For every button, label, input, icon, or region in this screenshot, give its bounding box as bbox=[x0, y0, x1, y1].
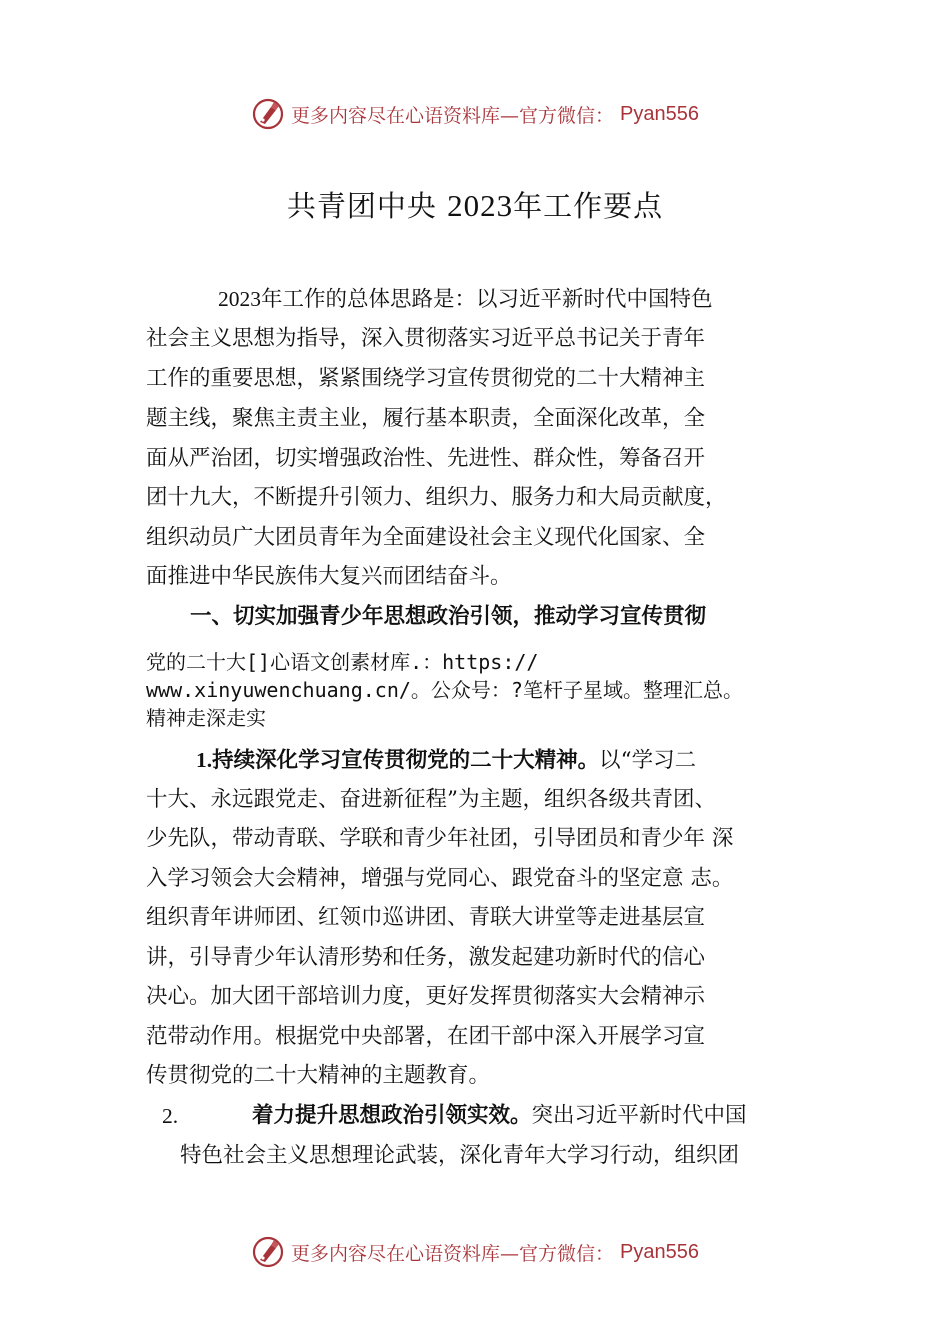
banner-text: 更多内容尽在心语资料库—官方微信： bbox=[291, 104, 615, 127]
banner-wechat-id: Pyan556 bbox=[620, 102, 699, 125]
item1-line-5: 组织青年讲师团、红领巾巡讲团、青联大讲堂等走进基层宣 bbox=[146, 905, 706, 930]
item2-line-1 bbox=[252, 1101, 747, 1131]
item1-line-7: 决心。加大团干部培训力度，更好发挥贯彻落实大会精神示 bbox=[146, 984, 706, 1009]
intro-line-8: 面推进中华民族伟大复兴而团结奋斗。 bbox=[146, 564, 512, 589]
footer-banner bbox=[0, 1232, 950, 1272]
pen-nib-circle-icon bbox=[251, 1235, 285, 1269]
item1-line-1-rest: 以“学习二 bbox=[599, 748, 697, 773]
title-prefix: 共青团中央 bbox=[286, 189, 437, 223]
header-banner bbox=[0, 94, 950, 134]
intro-line-7: 组织动员广大团员青年为全面建设社会主义现代化国家、全 bbox=[146, 525, 706, 550]
intro-line-1-text: 年工作的总体思路是：以习近平新时代中国特色 bbox=[261, 287, 713, 312]
section1-heading: 一、切实加强青少年思想政治引领，推动学习宣传贯彻 bbox=[190, 604, 707, 629]
item1-line-1 bbox=[196, 745, 696, 776]
intro-year: 2023 bbox=[218, 287, 261, 311]
document-title bbox=[0, 184, 950, 225]
item1-line-2: 十大、永远跟党走、奋进新征程”为主题，组织各级共青团、 bbox=[146, 787, 716, 812]
intro-line-6: 团十九大，不断提升引领力、组织力、服务力和大局贡献度， bbox=[146, 485, 727, 510]
item1-line-8: 范带动作用。根据党中央部署，在团干部中深入开展学习宣 bbox=[146, 1024, 706, 1049]
item1-line-3: 少先队，带动青联、学联和青少年社团，引导团员和青少年 深 bbox=[146, 826, 734, 851]
item1-number: 1. bbox=[196, 748, 213, 772]
title-suffix: 年工作要点 bbox=[513, 189, 664, 223]
item2-line-1-rest: 突出习近平新时代中国 bbox=[531, 1103, 747, 1128]
intro-line-5: 面从严治团，切实增强政治性、先进性、群众性，筹备召开 bbox=[146, 446, 706, 471]
section1-heading-line-2: 党的二十大[]心语文创素材库.：https:// bbox=[146, 650, 539, 674]
intro-line-4: 题主线，聚焦主责主业，履行基本职责，全面深化改革，全 bbox=[146, 406, 706, 431]
item2-number: 2. bbox=[162, 1104, 179, 1128]
title-year: 2023 bbox=[447, 188, 514, 223]
section1-heading-line-4: 精神走深走实 bbox=[146, 706, 266, 730]
footer-banner-text: 更多内容尽在心语资料库—官方微信： bbox=[291, 1242, 615, 1265]
item2-title: 着力提升思想政治引领实效。 bbox=[252, 1103, 532, 1128]
item1-line-4: 入学习领会大会精神，增强与党同心、跟党奋斗的坚定意 志。 bbox=[146, 866, 734, 891]
item2-line-2: 特色社会主义思想理论武装，深化青年大学习行动，组织团 bbox=[180, 1143, 740, 1168]
footer-banner-wechat-id: Pyan556 bbox=[620, 1240, 699, 1263]
section1-heading-line-3: www.xinyuwenchuang.cn/。公众号：?笔杆子星域。整理汇总。 bbox=[146, 678, 743, 702]
intro-line-2: 社会主义思想为指导，深入贯彻落实习近平总书记关于青年 bbox=[146, 326, 706, 351]
intro-line-3: 工作的重要思想，紧紧围绕学习宣传贯彻党的二十大精神主 bbox=[146, 366, 706, 391]
pen-nib-circle-icon bbox=[251, 97, 285, 131]
item1-title: 持续深化学习宣传贯彻党的二十大精神。 bbox=[212, 748, 600, 773]
intro-line-1 bbox=[218, 284, 713, 315]
item1-line-6: 讲，引导青少年认清形势和任务，激发起建功新时代的信心 bbox=[146, 945, 706, 970]
item1-line-9: 传贯彻党的二十大精神的主题教育。 bbox=[146, 1063, 491, 1088]
